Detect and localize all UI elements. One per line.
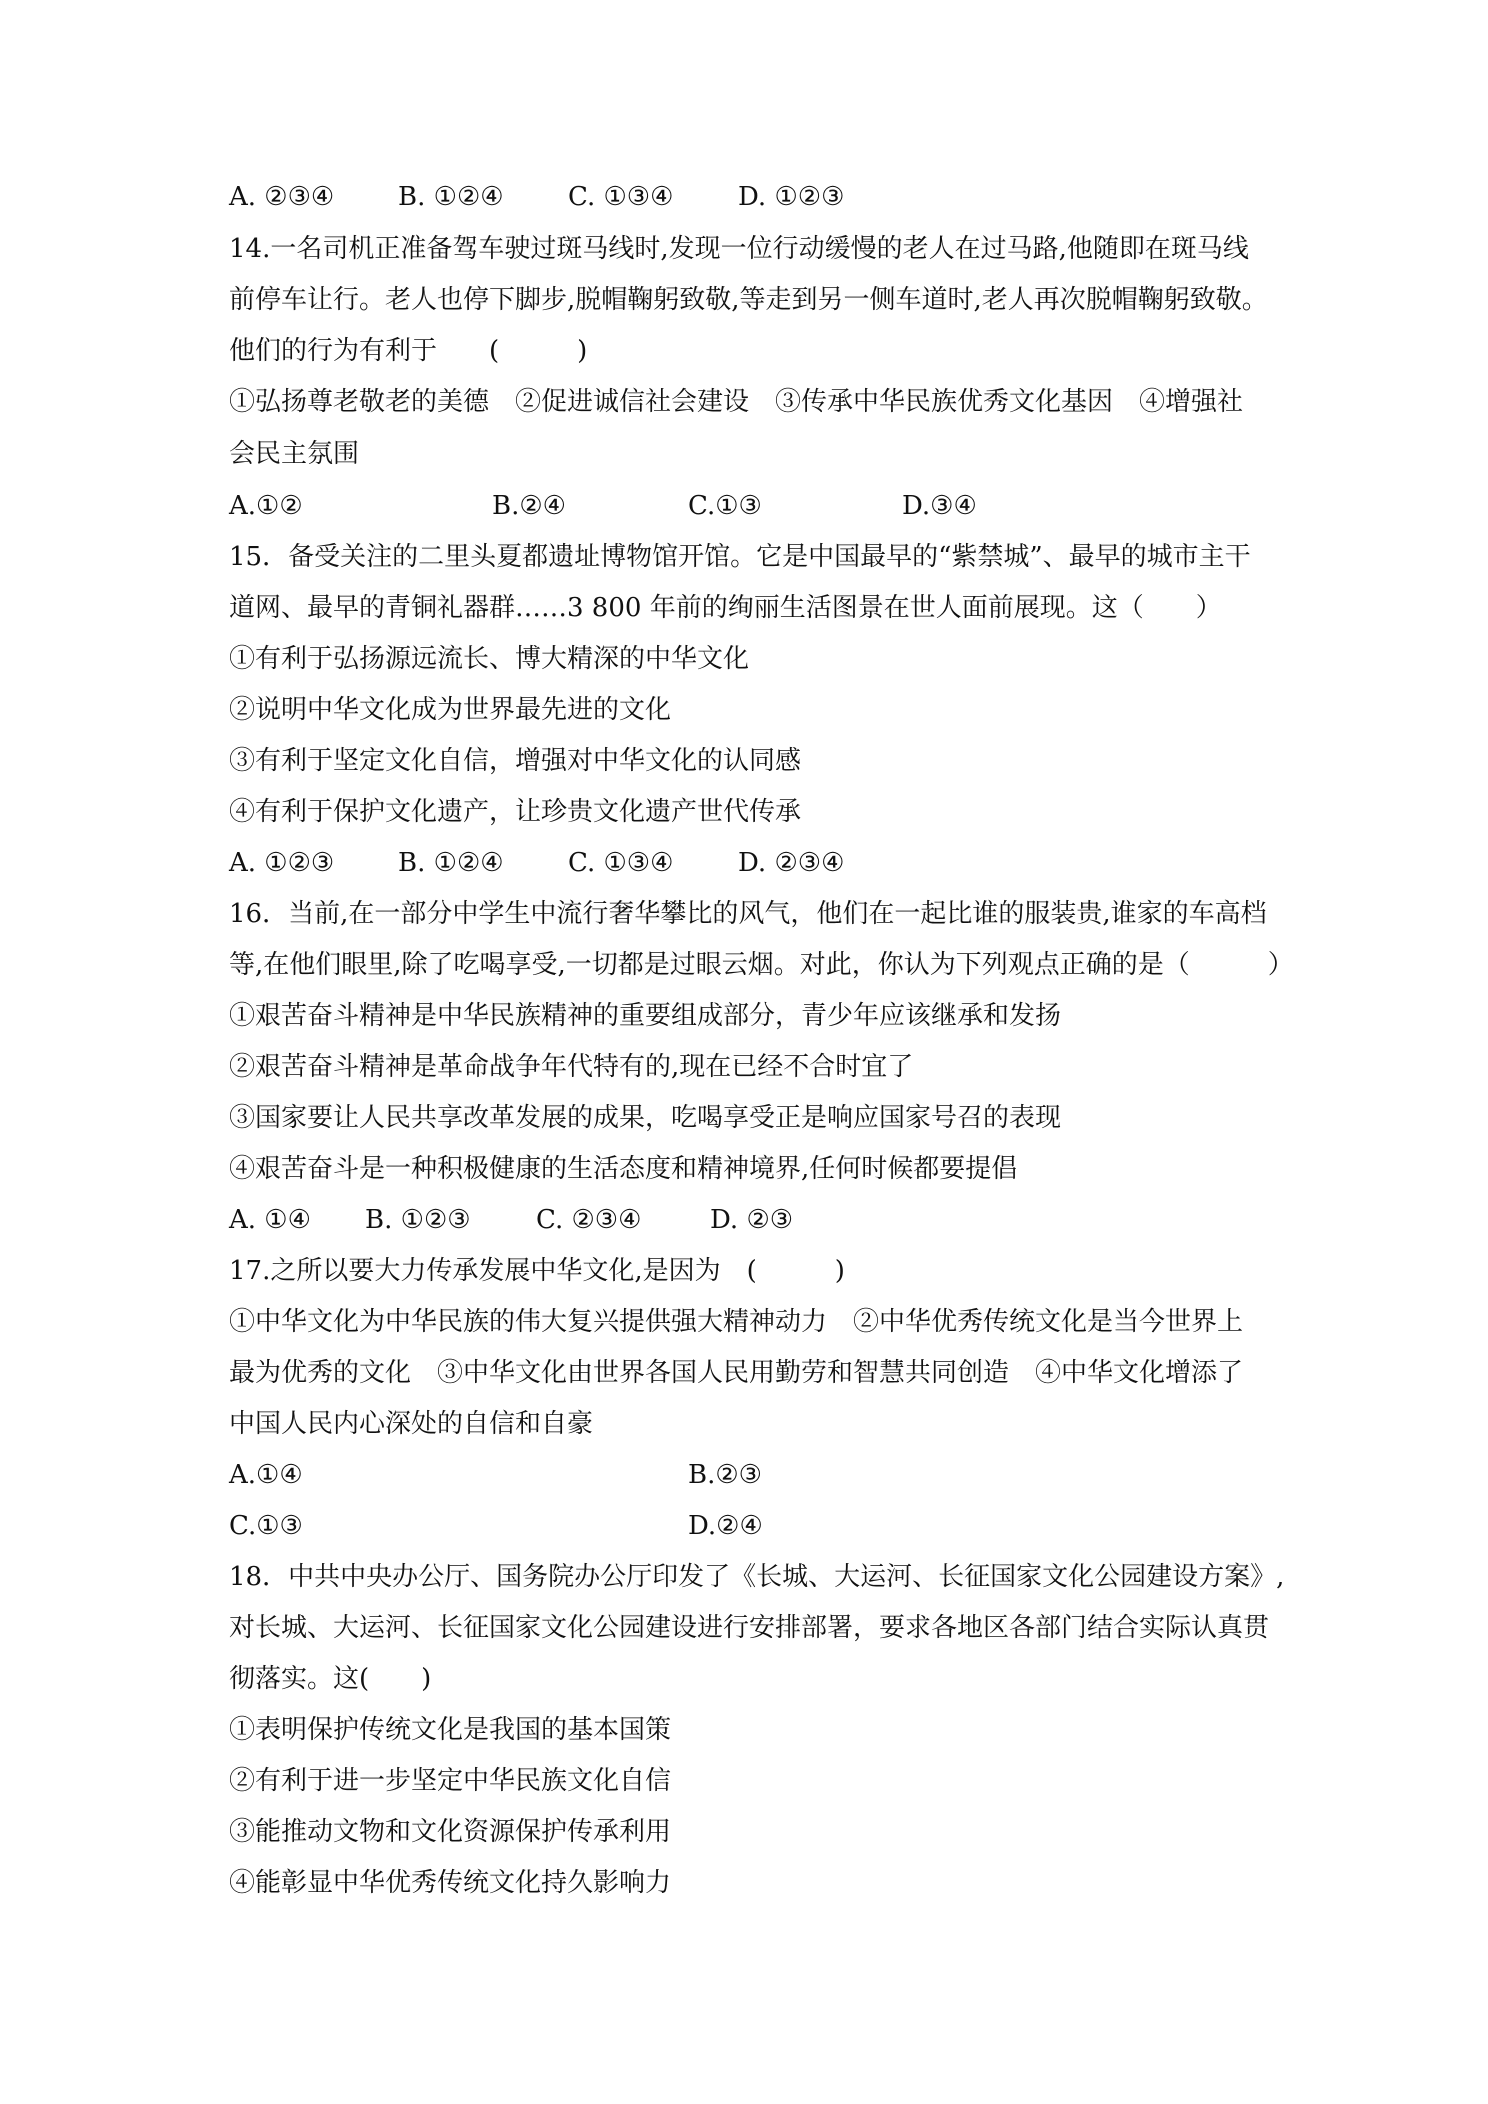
question-stem-line: 等,在他们眼里,除了吃喝享受,一切都是过眼云烟。对此，你认为下列观点正确的是（ ）: [229, 950, 1294, 980]
statement-line: ②艰苦奋斗精神是革命战争年代特有的,现在已经不合时宜了: [229, 1052, 914, 1082]
statement-line: ①艰苦奋斗精神是中华民族精神的重要组成部分，青少年应该继承和发扬: [229, 1001, 1062, 1031]
question-stem-line: 前停车让行。老人也停下脚步,脱帽鞠躬致敬,等走到另一侧车道时,老人再次脱帽鞠躬致敬。: [229, 285, 1268, 315]
statement-line: ③国家要让人民共享改革发展的成果，吃喝享受正是响应国家号召的表现: [229, 1103, 1062, 1133]
option-b[interactable]: B. ①②④: [398, 848, 504, 878]
option-d[interactable]: D.③④: [902, 491, 977, 521]
question-stem-line: 16．当前,在一部分中学生中流行奢华攀比的风气，他们在一起比谁的服装贵,谁家的车高档: [229, 899, 1267, 929]
statement-line: ②有利于进一步坚定中华民族文化自信: [229, 1766, 672, 1796]
statement-line: 会民主氛围: [229, 439, 360, 469]
option-c[interactable]: C. ①③④: [568, 848, 674, 878]
option-c[interactable]: C. ①③④: [568, 182, 674, 212]
question-stem-line: 14.一名司机正准备驾车驶过斑马线时,发现一位行动缓慢的老人在过马路,他随即在斑马线: [229, 234, 1249, 264]
question-stem-line: 彻落实。这( ): [229, 1664, 432, 1694]
option-b[interactable]: B. ①②④: [398, 182, 504, 212]
option-c[interactable]: C. ②③④: [536, 1205, 642, 1235]
statement-line: ④有利于保护文化遗产，让珍贵文化遗产世代传承: [229, 797, 802, 827]
option-a[interactable]: A.①④: [229, 1460, 303, 1490]
option-b[interactable]: B. ①②③: [365, 1205, 471, 1235]
option-a[interactable]: A. ②③④: [229, 182, 335, 212]
statement-line: 最为优秀的文化 ③中华文化由世界各国人民用勤劳和智慧共同创造 ④中华文化增添了: [229, 1358, 1244, 1388]
question-stem-line: 道网、最早的青铜礼器群……3 800 年前的绚丽生活图景在世人面前展现。这（ ）: [229, 593, 1222, 623]
option-a[interactable]: A.①②: [229, 491, 303, 521]
question-stem-line: 对长城、大运河、长征国家文化公园建设进行安排部署，要求各地区各部门结合实际认真贯: [229, 1613, 1270, 1643]
statement-line: ①弘扬尊老敬老的美德 ②促进诚信社会建设 ③传承中华民族优秀文化基因 ④增强社: [229, 387, 1244, 417]
statement-line: ③能推动文物和文化资源保护传承利用: [229, 1817, 672, 1847]
statement-line: ③有利于坚定文化自信，增强对中华文化的认同感: [229, 746, 802, 776]
option-b[interactable]: B.②④: [492, 491, 566, 521]
statement-line: ④能彰显中华优秀传统文化持久影响力: [229, 1868, 672, 1898]
question-stem-line: 他们的行为有利于 ( ): [229, 336, 588, 366]
option-c[interactable]: C.①③: [688, 491, 762, 521]
option-c[interactable]: C.①③: [229, 1511, 303, 1541]
statement-line: ①中华文化为中华民族的伟大复兴提供强大精神动力 ②中华优秀传统文化是当今世界上: [229, 1307, 1244, 1337]
statement-line: 中国人民内心深处的自信和自豪: [229, 1409, 594, 1439]
option-d[interactable]: D. ②③: [710, 1205, 794, 1235]
statement-line: ①有利于弘扬源远流长、博大精深的中华文化: [229, 644, 750, 674]
question-stem-line: 18．中共中央办公厅、国务院办公厅印发了《长城、大运河、长征国家文化公园建设方案》,: [229, 1562, 1285, 1592]
statement-line: ②说明中华文化成为世界最先进的文化: [229, 695, 672, 725]
option-a[interactable]: A. ①④: [229, 1205, 311, 1235]
question-stem-line: 17.之所以要大力传承发展中华文化,是因为 ( ): [229, 1256, 845, 1286]
statement-line: ①表明保护传统文化是我国的基本国策: [229, 1715, 672, 1745]
option-d[interactable]: D. ②③④: [738, 848, 845, 878]
option-b[interactable]: B.②③: [688, 1460, 762, 1490]
option-d[interactable]: D.②④: [688, 1511, 763, 1541]
statement-line: ④艰苦奋斗是一种积极健康的生活态度和精神境界,任何时候都要提倡: [229, 1154, 1018, 1184]
option-d[interactable]: D. ①②③: [738, 182, 845, 212]
question-stem-line: 15．备受关注的二里头夏都遗址博物馆开馆。它是中国最早的“紫禁城”、最早的城市主干: [229, 542, 1251, 572]
option-a[interactable]: A. ①②③: [229, 848, 335, 878]
